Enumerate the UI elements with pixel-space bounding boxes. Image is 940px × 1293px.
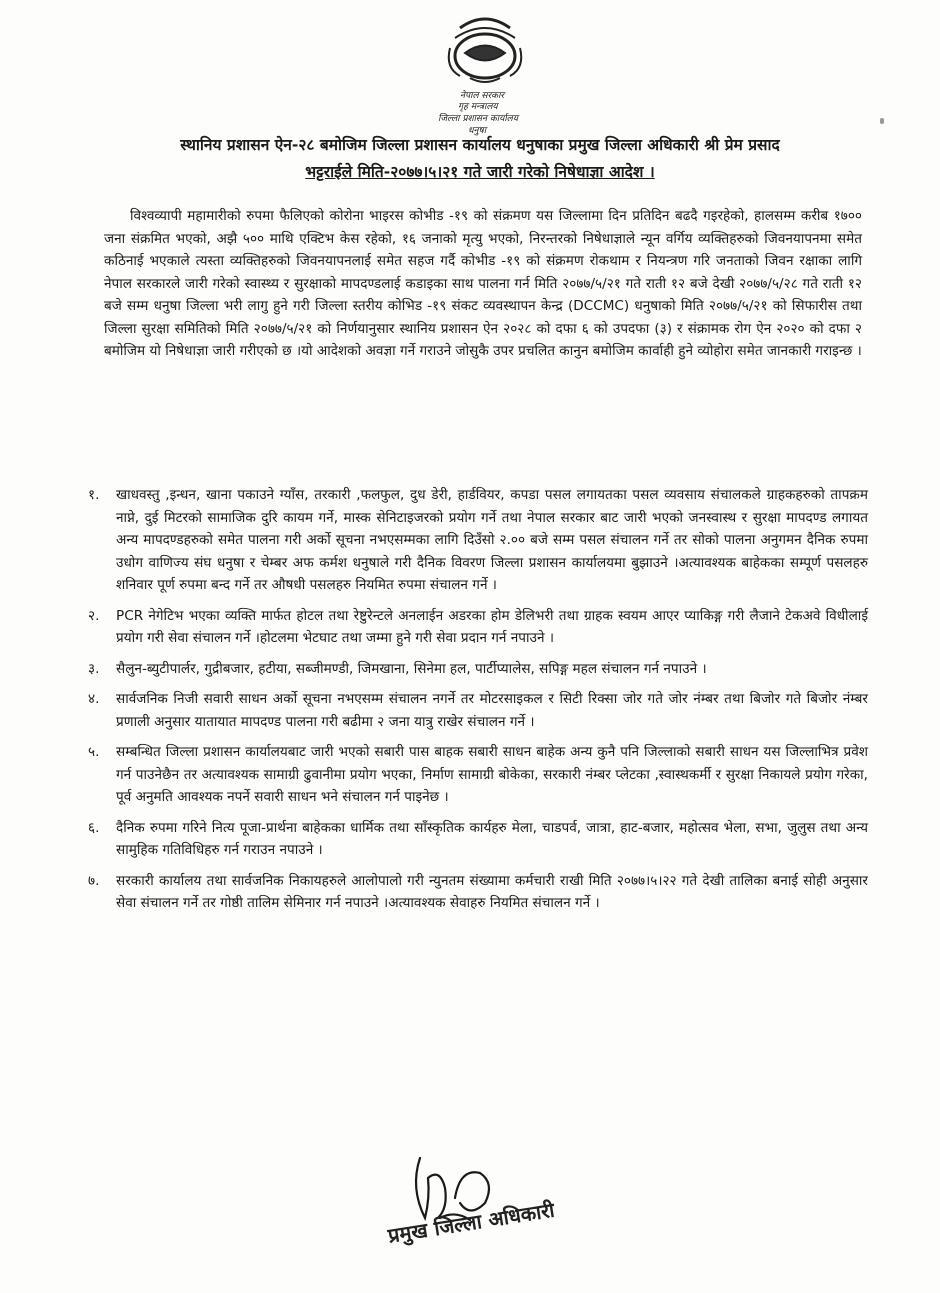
clause-1 [88, 484, 868, 597]
clause-number: ५. [88, 744, 100, 760]
clause-text: सैलुन-ब्युटीपार्लर, गुद्रीबजार, हटीया, सब्जीमण्डी, जिमखाना, सिनेमा हल, पार्टीप्यालेस, सपिङ्ग महल संचालन गर्न नपाउने । [116, 660, 707, 677]
intro-paragraph: विश्वव्यापी महामारीको रुपमा फैलिएको कोरोना भाइरस कोभीड -१९ को संक्रमण यस जिल्लामा दिन प्रतिदिन बढदै गइरहेको, हालसम्म करीब १७०० जना संक्रमित भएको, अझै ५०० माथि एक्टिभ केस रहेको, १६ जनाको मृत्यु भएको, निरन्तरको निषेधाज्ञाले न्यून वर्गिय व्यक्तिहरुको जिवनयापनमा समेत कठिनाई भएकाले त्यस्ता व्यक्तिहरुको जिवनयापनलाई समेत सहज गर्दै कोभीड -१९ को संक्रमण रोकथाम र नियन्त्रण गरि जनताको जिवन रक्षाका लागि नेपाल सरकारले जारी गरेको स्वास्थ्य र सुरक्षाको मापदण्डलाई कडाइका साथ पालना गर्न मिति २०७७/५/२१ गते राती १२ बजे देखी २०७७/५/२८ गते राती १२ बजे सम्म धनुषा जिल्ला भरी लागु हुने गरी जिल्ला स्तरीय कोभिड -१९ संकट व्यवस्थापन केन्द्र (DCCMC) धनुषाको मिति २०७७/५/२१ को सिफारीस तथा जिल्ला सुरक्षा समितिको मिति २०७७/५/२१ को निर्णयानुसार स्थानिय प्रशासन ऐन २०२८ को दफा ६ को उपदफा (३) र संक्रामक रोग ऐन २०२० को दफा २ बमोजिम यो निषेधाज्ञा जारी गरीएको छ ।यो आदेशको अवज्ञा गर्ने गराउने जोसुकै उपर प्रचलित कानुन बमोजिम कार्वाही हुने व्योहोरा समेत जानकारी गराइन्छ । [104, 208, 862, 359]
clause-7 [88, 870, 868, 915]
clause-text: खाधवस्तु ,इन्धन, खाना पकाउने ग्याँस, तरकारी ,फलफुल, दुध डेरी, हार्डवियर, कपडा पसल लगायतका पसल व्यवसाय संचालकले ग्राहकहरुको तापक्रम नाप्ने, दुई मिटरको सामाजिक दुरि कायम गर्ने, मास्क सेनिटाइजरको प्रयोग गर्ने तथा नेपाल सरकार बाट जारी भएको जनस्वास्थ र सुरक्षा मापदण्ड लगायत अन्य मापदण्डहरुको समेत पालना गरी अर्को सूचना नभएसम्मका लागि दिउँसो २.०० बजे सम्म पसल संचालन गर्ने तर सोको पालना अनुगमन दैनिक रुपमा उधोग वाणिज्य संघ धनुषा र चेम्बर अफ कर्मश धनुषाले गरी दैनिक विवरण जिल्ला प्रशासन कार्यालयमा बुझाउने ।अत्यावश्यक बाहेकका सम्पूर्ण पसलहरु शनिवार पूर्ण रुपमा बन्द गर्ने तर औषधी पसलहरु नियमित रुपमा संचालन गर्ने । [116, 487, 868, 593]
clause-3 [88, 658, 868, 681]
clause-5 [88, 741, 868, 809]
document-title [100, 132, 860, 186]
clause-2 [88, 605, 868, 650]
clause-number: २. [88, 607, 100, 624]
clause-4 [88, 688, 868, 733]
clause-text: सम्बन्धित जिल्ला प्रशासन कार्यालयबाट जारी भएको सबारी पास बाहक सबारी साधन बाहेक अन्य कुनै पनि जिल्लाको सबारी साधन यस जिल्लाभित्र प्रवेश गर्न पाउनेछैन तर अत्यावश्यक सामाग्री ढुवानीमा प्रयोग भएका, निर्माण सामाग्री बोकेका, सरकारी नंम्बर प्लेटका ,स्वास्थकर्मी र सुरक्षा निकायले प्रयोग गरेका, पूर्व अनुमति आवश्यक नपर्ने सवारी साधन भने संचालन गर्न पाइनेछ । [116, 744, 868, 805]
clause-6 [88, 817, 868, 862]
signatory-title: प्रमुख जिल्ला अधिकारी [386, 1197, 557, 1248]
svg-text:गृह मन्त्रालय: गृह मन्त्रालय [458, 102, 498, 112]
title-line-2: भट्टराईले मिति-२०७७।५।२१ गते जारी गरेको निषेधाज्ञा आदेश । [305, 163, 655, 181]
clause-text: सरकारी कार्यालय तथा सार्वजनिक निकायहरुले आलोपालो गरी न्युनतम संख्यामा कर्मचारी राखी मिति २०७७।५।२२ गते देखी तालिका बनाई सोही अनुसार सेवा संचालन गर्ने तर गोष्ठी तालिम सेमिनार गर्न नपाउने ।अत्यावश्यक सेवाहरु नियमित संचालन गर्ने । [116, 872, 868, 911]
clause-number: ७. [88, 872, 100, 889]
clause-text: PCR नेगेटिभ भएका व्यक्ति मार्फत होटल तथा रेष्टुरेन्टले अनलाईन अडरका होम डेलिभरी तथा ग्राहक स्वयम आएर प्याकिङ्ग गरी लैजाने टेकअवे विधीलाई प्रयोग गरी सेवा संचालन गर्ने ।होटलमा भेटघाट तथा जम्मा हुने गरी सेवा प्रदान गर्न नपाउने । [116, 607, 868, 646]
svg-text:जिल्ला प्रशासन कार्यालय: जिल्ला प्रशासन कार्यालय [438, 114, 518, 124]
nepal-emblem-icon [430, 8, 540, 138]
clause-number: ४. [88, 691, 100, 707]
clause-number: १. [88, 487, 100, 503]
svg-text:धनुषा: धनुषा [468, 126, 487, 136]
title-line-1: स्थानिय प्रशासन ऐन-२८ बमोजिम जिल्ला प्रशासन कार्यालय धनुषाका प्रमुख जिल्ला अधिकारी श्री प्रेम प्रसाद [180, 136, 780, 154]
svg-text:नेपाल सरकार: नेपाल सरकार [460, 91, 505, 101]
clause-text: दैनिक रुपमा गरिने नित्य पूजा-प्रार्थना बाहेकका धार्मिक तथा साँस्कृतिक कार्यहरु मेला, चाडपर्व, जात्रा, हाट-बजार, महोत्सव भेला, सभा, जुलुस तथा अन्य सामुहिक गतिविधिहरु गर्न गराउन नपाउने । [116, 819, 868, 858]
clause-text: सार्वजनिक निजी सवारी साधन अर्को सूचना नभएसम्म संचालन नगर्ने तर मोटरसाइकल र सिटी रिक्सा जोर गते जोर नंम्बर तथा बिजोर गते बिजोर नंम्बर प्रणाली अनुसार यातायात मापदण्ड पालना गरी बढीमा २ जना यात्रु राखेर संचालन गर्ने । [116, 691, 868, 730]
clause-number: ३. [88, 660, 100, 677]
clause-number: ६. [88, 819, 100, 836]
order-clauses [88, 484, 868, 921]
scan-speck [880, 118, 884, 124]
